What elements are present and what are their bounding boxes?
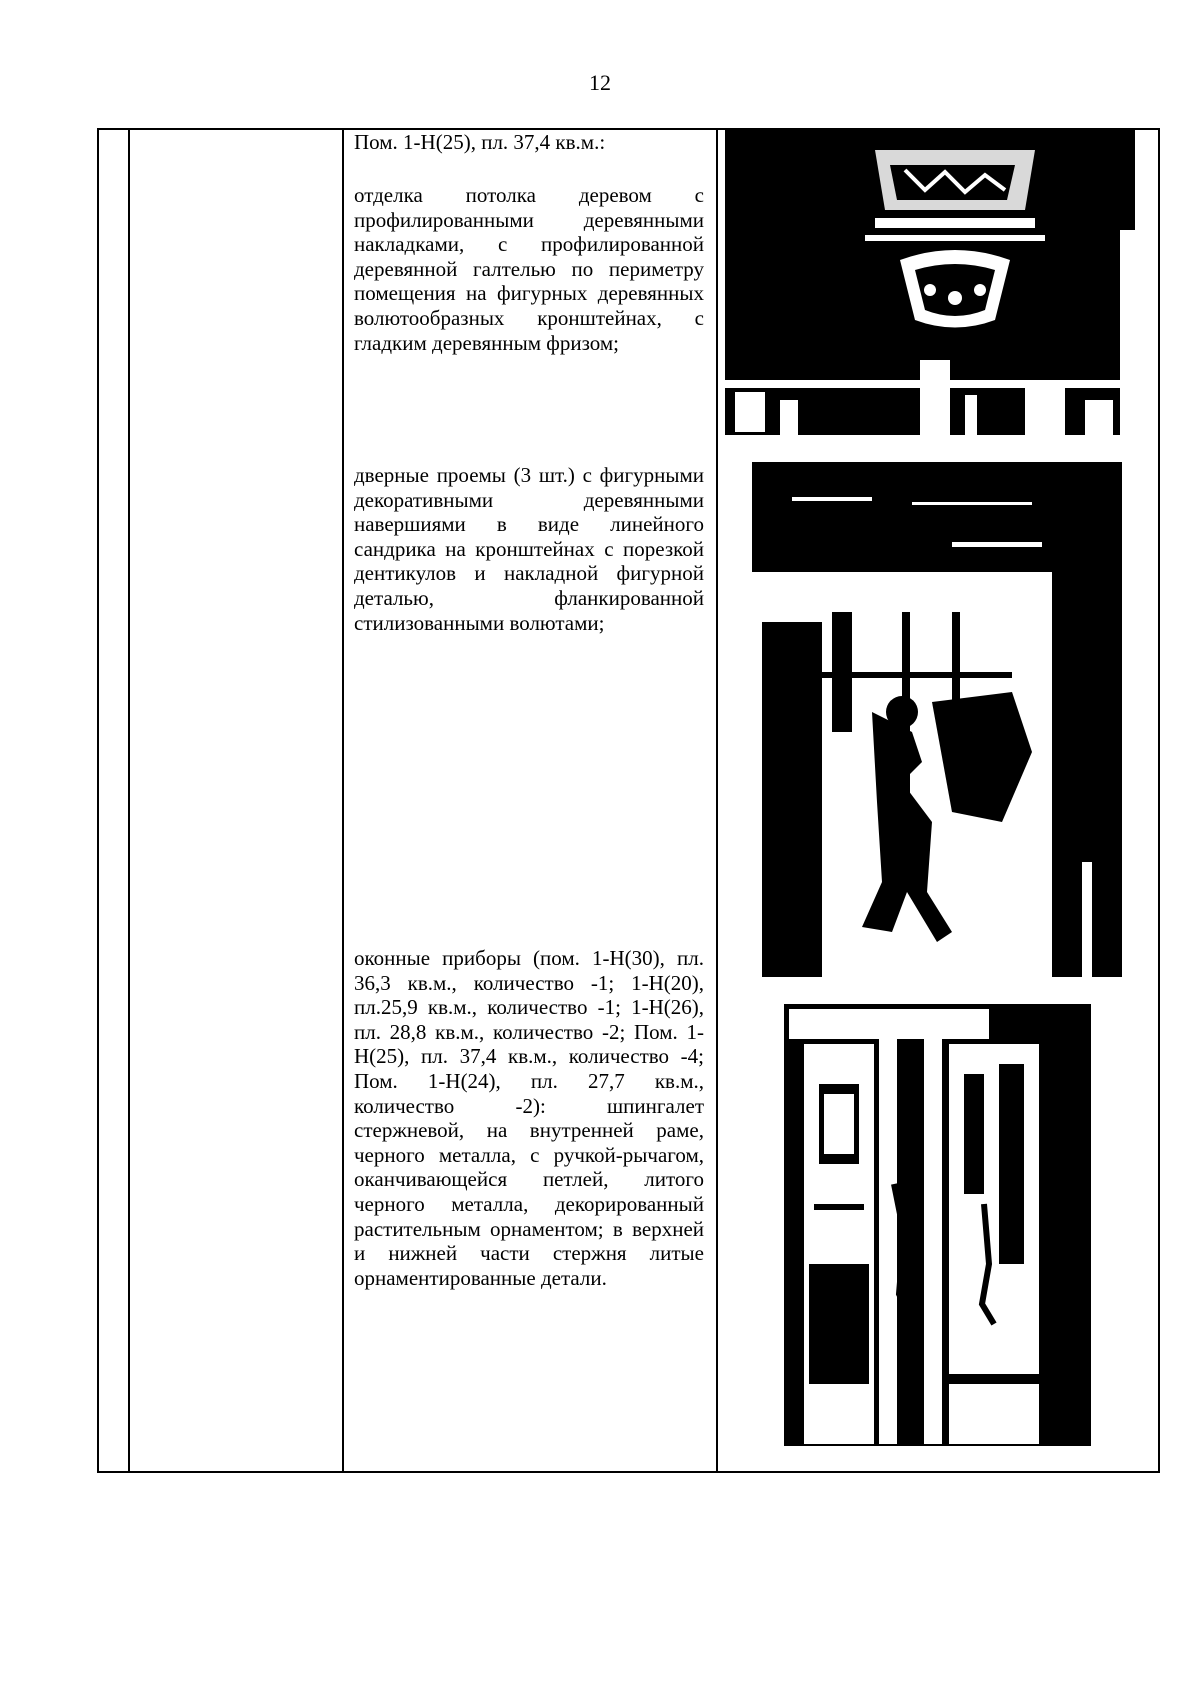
column-divider-2: [342, 130, 344, 1471]
column-divider-1: [128, 130, 130, 1471]
window-photo: [784, 1004, 1091, 1446]
ceiling-description: отделка потолка деревом с профилированными деревянными накладками, с профилированной деревянной галтелью по периметру помещения на фигурных деревянных волютообразных кронштейнах, с гладким деревянным фризом;: [354, 183, 704, 355]
doors-description: дверные проемы (3 шт.) с фигурными декоративными деревянными навершиями в виде линейного сандрика на кронштейнах с порезкой дентикулов и накладной фигурной деталью, фланкированной стилизованными волютами;: [354, 463, 704, 635]
doorway-photo: [752, 462, 1122, 977]
page-number: 12: [589, 70, 611, 95]
room-heading: Пом. 1-Н(25), пл. 37,4 кв.м.:: [354, 130, 606, 154]
column-divider-3: [716, 130, 718, 1471]
ceiling-photo: [725, 130, 1135, 435]
windows-description: оконные приборы (пом. 1-Н(30), пл. 36,3 кв.м., количество -1; 1-Н(20), пл.25,9 кв.м., количество -1; 1-Н(26), пл. 28,8 кв.м., количество -2; Пом. 1-Н(25), пл. 37,4 кв.м., количество -4; Пом. 1-Н(24), пл. 27,7 кв.м., количество -2): шпингалет стержневой, на внутренней раме, черного металла, с ручкой-рычагом, оканчивающейся петлей, литого черного металла, декорированный растительным орнаментом; в верхней и нижней части стержня литые орнаментированные детали.: [354, 946, 704, 1290]
